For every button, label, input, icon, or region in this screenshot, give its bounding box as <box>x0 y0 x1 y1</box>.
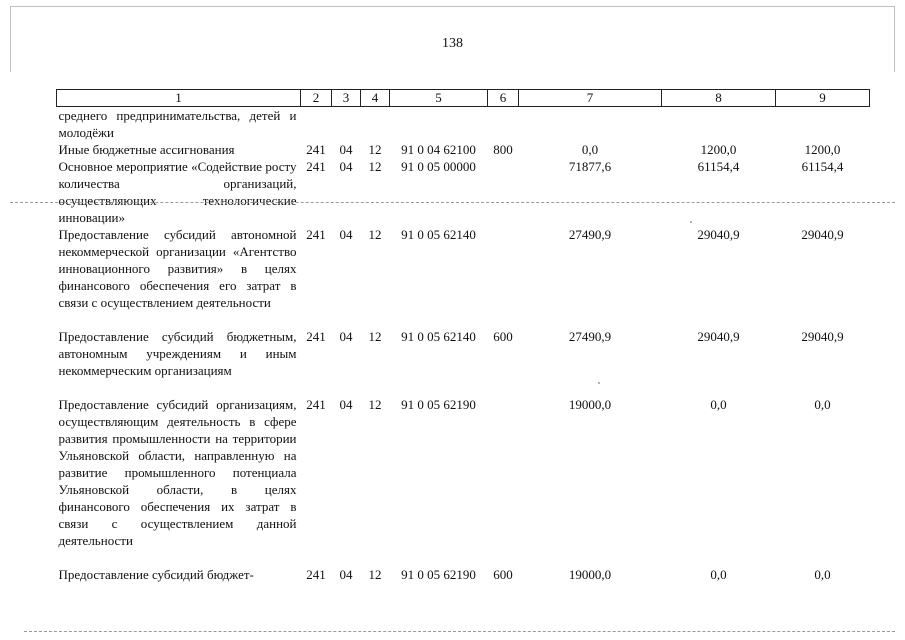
row-expense-type: 800 <box>493 142 513 157</box>
scan-artifact-line <box>24 631 895 632</box>
row-name: Предоставление субсидий автономной некоммерческой организации «Агентство инновационного развития» в целях финансового обеспечения его затрат в связи с осуществлением деятельности <box>58 227 297 310</box>
row-amount-3 <box>776 107 870 142</box>
row-section: 04 <box>339 397 353 412</box>
row-amount-3: 0,0 <box>814 397 831 412</box>
table-row <box>57 226 870 328</box>
row-section: 04 <box>339 567 353 582</box>
row-admin-code: 241 <box>306 227 326 242</box>
row-target-article: 91 0 04 62100 <box>401 142 476 157</box>
header-col-1: 1 <box>57 90 301 107</box>
row-expense-type: 600 <box>493 567 513 582</box>
row-name: Предоставление субсидий бюджетным, автономным учреждениям и иным некоммерческим организациям <box>58 329 297 378</box>
header-col-3: 3 <box>332 90 361 107</box>
table-header <box>57 90 870 107</box>
row-amount-2: 61154,4 <box>697 159 740 174</box>
row-subsection: 12 <box>368 567 382 582</box>
table-row <box>57 158 870 226</box>
scan-frame-top <box>10 6 895 7</box>
table-row <box>57 328 870 396</box>
row-amount-2: 29040,9 <box>697 227 740 242</box>
row-amount-2: 0,0 <box>710 567 727 582</box>
row-amount-1: 27490,9 <box>568 329 612 344</box>
row-subsection: 12 <box>368 142 382 157</box>
row-target-article: 91 0 05 62190 <box>401 567 476 582</box>
row-admin-code: 241 <box>306 329 326 344</box>
row-amount-3: 29040,9 <box>801 329 844 344</box>
row-name: Основное мероприятие «Содействие росту количества организаций, осуществляющих технологические инновации» <box>58 159 297 225</box>
table-row <box>57 566 870 583</box>
row-section: 04 <box>339 142 353 157</box>
scan-artifact-dot <box>598 382 600 384</box>
row-amount-3: 61154,4 <box>801 159 844 174</box>
row-amount-1 <box>519 107 662 142</box>
row-section: 04 <box>339 159 353 174</box>
row-name: Предоставление субсидий организациям, осуществляющим деятельность в сфере развития промышленности на территории Ульяновской области, направленную на развитие промышленного потенциала Ульяновской области, в целях финансового обеспечения их затрат в связи с осуществлением данной деятельности <box>58 397 297 548</box>
row-target-article: 91 0 05 62140 <box>401 227 476 242</box>
row-name: Предоставление субсидий бюджет- <box>58 567 254 582</box>
row-expense-type <box>488 158 519 226</box>
table-row <box>57 107 870 142</box>
row-amount-2: 1200,0 <box>700 142 737 157</box>
row-amount-3: 29040,9 <box>801 227 844 242</box>
table-row <box>57 141 870 158</box>
table-row <box>57 396 870 566</box>
row-subsection: 12 <box>368 227 382 242</box>
row-admin-code: 241 <box>306 397 326 412</box>
header-col-4: 4 <box>361 90 390 107</box>
row-target-article: 91 0 05 00000 <box>401 159 476 174</box>
header-col-9: 9 <box>776 90 870 107</box>
row-amount-1: 71877,6 <box>568 159 612 174</box>
row-subsection: 12 <box>368 397 382 412</box>
scan-artifact-dot <box>690 221 692 223</box>
row-amount-1: 0,0 <box>581 142 599 157</box>
row-amount-1: 27490,9 <box>568 227 612 242</box>
table-body <box>57 107 870 584</box>
row-amount-1: 19000,0 <box>568 397 612 412</box>
row-section: 04 <box>339 329 353 344</box>
header-col-2: 2 <box>301 90 332 107</box>
header-col-7: 7 <box>519 90 662 107</box>
row-admin-code: 241 <box>306 142 326 157</box>
row-name: Иные бюджетные ассигнования <box>58 142 235 157</box>
scan-artifact-line <box>10 202 895 203</box>
row-target-article: 91 0 05 62140 <box>401 329 476 344</box>
row-subsection <box>361 107 390 142</box>
page-number: 138 <box>442 36 463 51</box>
row-admin-code: 241 <box>306 159 326 174</box>
row-subsection: 12 <box>368 329 382 344</box>
row-subsection: 12 <box>368 159 382 174</box>
header-col-6: 6 <box>488 90 519 107</box>
row-section <box>332 107 361 142</box>
row-expense-type <box>488 396 519 566</box>
row-expense-type <box>488 226 519 328</box>
header-row <box>57 90 870 107</box>
row-expense-type: 600 <box>493 329 513 344</box>
row-name: среднего предпринимательства, детей и молодёжи <box>58 108 297 140</box>
row-admin-code: 241 <box>306 567 326 582</box>
row-amount-3: 0,0 <box>814 567 831 582</box>
row-amount-2 <box>662 107 776 142</box>
row-section: 04 <box>339 227 353 242</box>
row-expense-type <box>488 107 519 142</box>
row-amount-2: 29040,9 <box>697 329 740 344</box>
row-target-article: 91 0 05 62190 <box>401 397 476 412</box>
row-target-article <box>390 107 488 142</box>
row-admin-code <box>301 107 332 142</box>
budget-table <box>56 89 870 583</box>
row-amount-2: 0,0 <box>710 397 727 412</box>
header-col-5: 5 <box>390 90 488 107</box>
row-amount-1: 19000,0 <box>568 567 612 582</box>
row-amount-3: 1200,0 <box>804 142 841 157</box>
header-col-8: 8 <box>662 90 776 107</box>
